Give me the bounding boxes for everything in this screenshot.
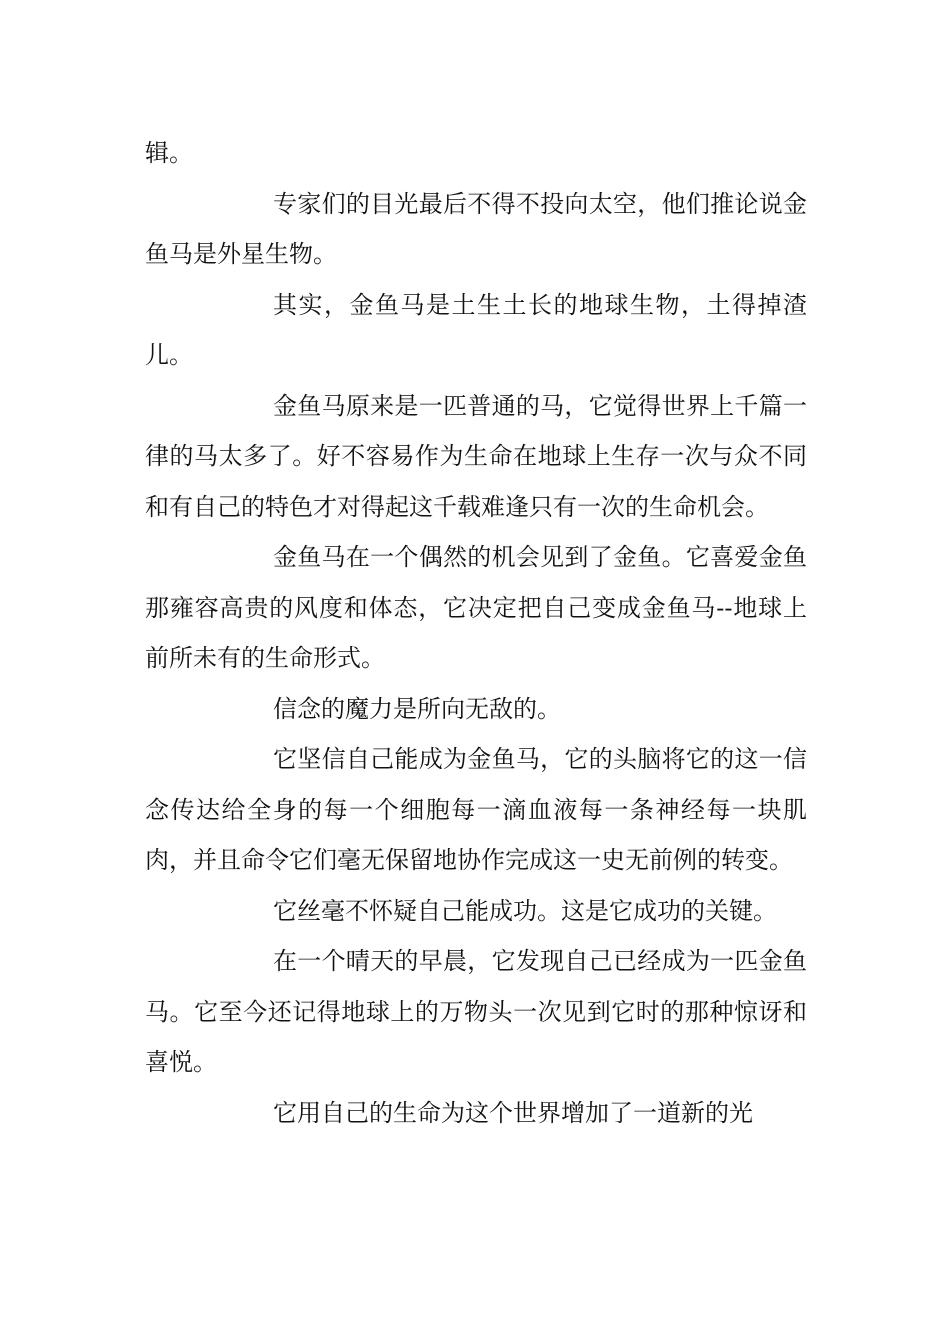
- paragraph-4: 金鱼马原来是一匹普通的马，它觉得世界上千篇一律的马太多了。好不容易作为生命在地球上生存一次与众不同和有自己的特色才对得起这千载难逢只有一次的生命机会。: [145, 391, 807, 521]
- paragraph-8: 它丝毫不怀疑自己能成功。这是它成功的关键。: [273, 896, 777, 925]
- paragraph-3: 其实，金鱼马是土生土长的地球生物，土得掉渣儿。: [145, 290, 807, 369]
- paragraph-6: 信念的魔力是所向无敌的。: [273, 694, 561, 723]
- paragraph-5: 金鱼马在一个偶然的机会见到了金鱼。它喜爱金鱼那雍容高贵的风度和体态，它决定把自己变成金鱼马--地球上前所未有的生命形式。: [145, 543, 807, 672]
- paragraph-2: 专家们的目光最后不得不投向太空，他们推论说金鱼马是外星生物。: [145, 189, 807, 268]
- paragraph-9: 在一个晴天的早晨，它发现自己已经成为一匹金鱼马。它至今还记得地球上的万物头一次见到它时的那种惊讶和喜悦。: [145, 947, 807, 1076]
- paragraph-10: 它用自己的生命为这个世界增加了一道新的光: [273, 1098, 753, 1127]
- document-body: [145, 128, 807, 1138]
- paragraph-7: 它坚信自己能成为金鱼马，它的头脑将它的这一信念传达给全身的每一个细胞每一滴血液每一条神经每一块肌肉，并且命令它们毫无保留地协作完成这一史无前例的转变。: [145, 745, 807, 874]
- paragraph-1: 辑。: [145, 139, 193, 167]
